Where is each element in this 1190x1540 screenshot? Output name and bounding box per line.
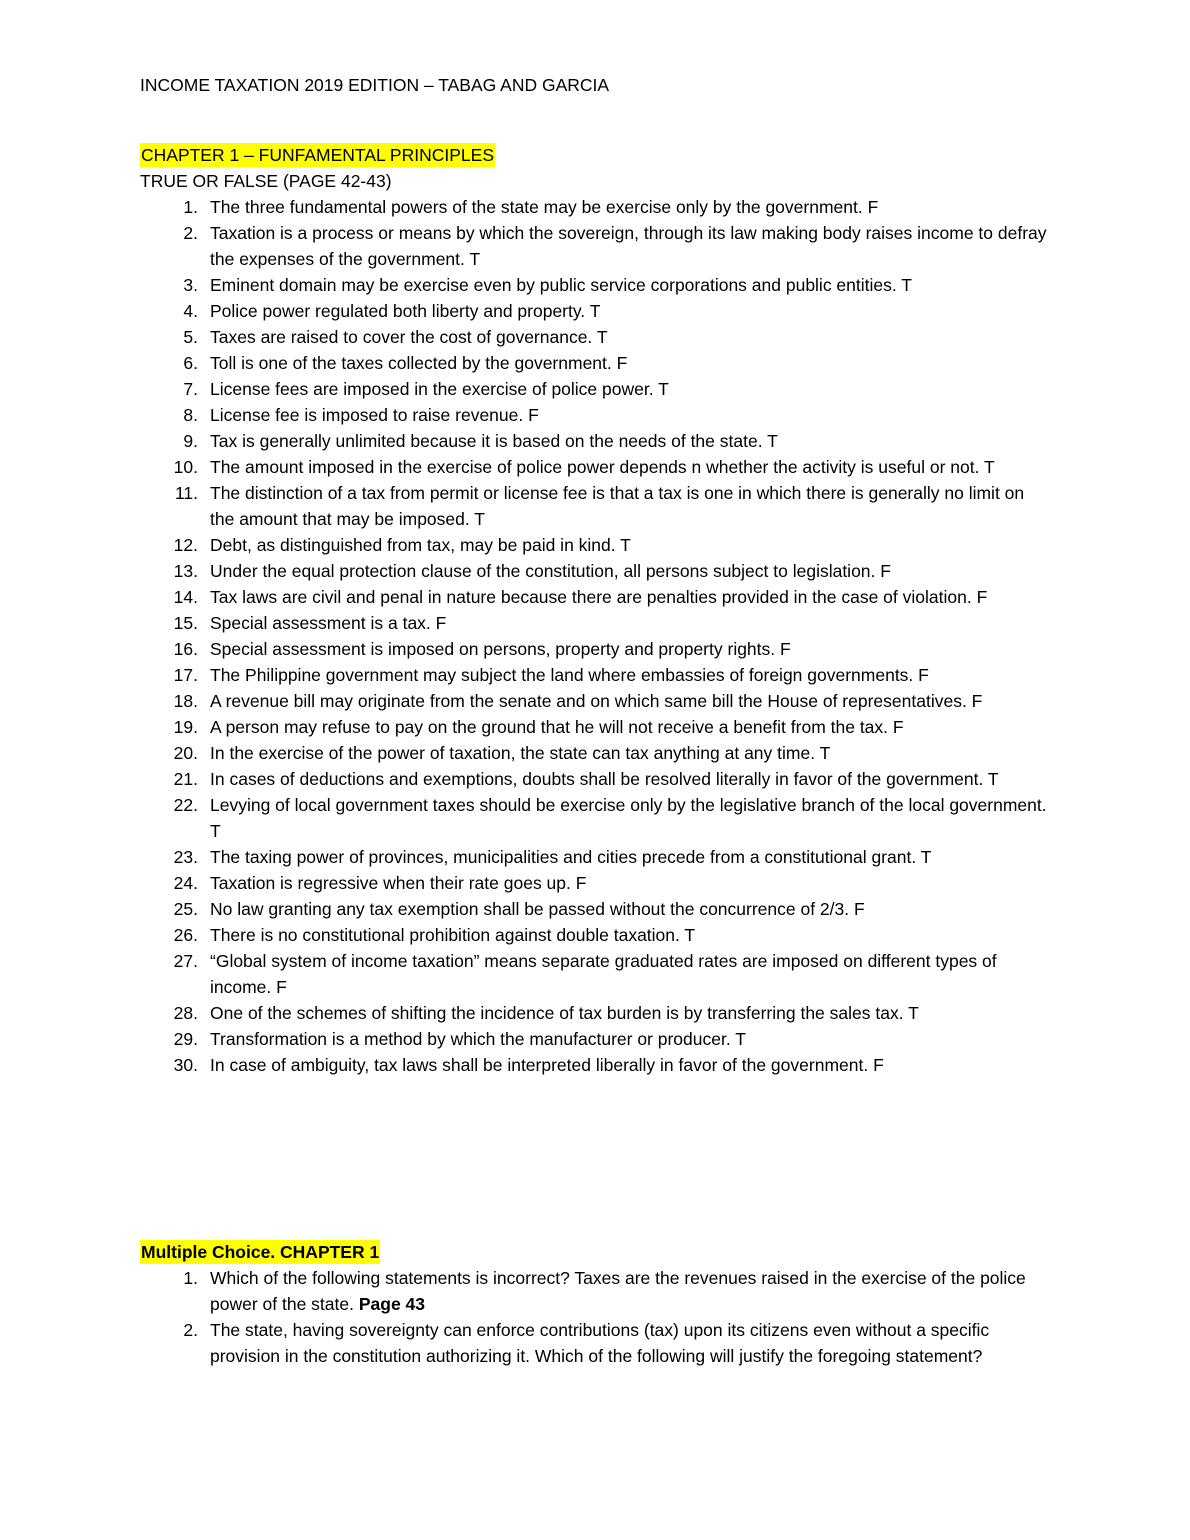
list-item xyxy=(140,194,1050,220)
list-item xyxy=(140,480,1050,532)
item-number: 5. xyxy=(183,327,198,347)
item-number: 4. xyxy=(183,301,198,321)
item-text: Eminent domain may be exercise even by public service corporations and public entities. T xyxy=(210,275,912,295)
item-text: License fees are imposed in the exercise of police power. T xyxy=(210,379,669,399)
item-text: Taxes are raised to cover the cost of governance. T xyxy=(210,327,608,347)
item-text: Tax is generally unlimited because it is based on the needs of the state. T xyxy=(210,431,778,451)
item-text: Toll is one of the taxes collected by the government. F xyxy=(210,353,628,373)
item-number: 11. xyxy=(174,483,198,503)
item-number: 30. xyxy=(173,1055,198,1075)
item-text: In cases of deductions and exemptions, doubts shall be resolved literally in favor of the government. T xyxy=(210,769,999,789)
list-item xyxy=(140,1052,1050,1078)
multiple-choice-heading: Multiple Choice. CHAPTER 1 xyxy=(141,1242,380,1262)
multiple-choice-list xyxy=(140,1265,1050,1369)
item-number: 1. xyxy=(183,1268,198,1288)
item-number: 6. xyxy=(183,353,198,373)
item-number: 2. xyxy=(183,1320,198,1340)
item-number: 20. xyxy=(173,743,198,763)
list-item xyxy=(140,844,1050,870)
list-item xyxy=(140,272,1050,298)
item-number: 13. xyxy=(173,561,198,581)
item-number: 16. xyxy=(173,639,198,659)
item-text: Police power regulated both liberty and property. T xyxy=(210,301,601,321)
item-text: Transformation is a method by which the manufacturer or producer. T xyxy=(210,1029,746,1049)
true-false-subheading: TRUE OR FALSE (PAGE 42-43) xyxy=(140,171,392,191)
item-number: 12. xyxy=(173,535,198,555)
item-number: 21. xyxy=(173,769,198,789)
true-false-list xyxy=(140,194,1050,1078)
item-number: 9. xyxy=(183,431,198,451)
item-text: The taxing power of provinces, municipalities and cities precede from a constitutional grant. T xyxy=(210,847,932,867)
item-text: The amount imposed in the exercise of police power depends n whether the activity is useful or not. T xyxy=(210,457,995,477)
list-item xyxy=(140,1317,1050,1369)
list-item xyxy=(140,792,1050,844)
item-text: Taxation is a process or means by which the sovereign, through its law making body raises income to defray the expenses of the government. T xyxy=(210,223,1047,269)
list-item xyxy=(140,220,1050,272)
item-number: 2. xyxy=(183,223,198,243)
item-number: 17. xyxy=(173,665,198,685)
item-text: The Philippine government may subject the land where embassies of foreign governments. F xyxy=(210,665,929,685)
item-text: Under the equal protection clause of the constitution, all persons subject to legislation. F xyxy=(210,561,891,581)
item-number: 7. xyxy=(183,379,198,399)
list-item xyxy=(140,922,1050,948)
list-item xyxy=(140,324,1050,350)
item-number: 22. xyxy=(173,795,198,815)
item-text: Special assessment is imposed on persons, property and property rights. F xyxy=(210,639,791,659)
item-text: No law granting any tax exemption shall be passed without the concurrence of 2/3. F xyxy=(210,899,865,919)
item-text: There is no constitutional prohibition against double taxation. T xyxy=(210,925,696,945)
item-text: “Global system of income taxation” means separate graduated rates are imposed on different types of income. F xyxy=(210,951,997,997)
list-item xyxy=(140,454,1050,480)
item-text: The state, having sovereignty can enforce contributions (tax) upon its citizens even without a specific provision in the constitution authorizing it. Which of the following will justify the foregoing statement? xyxy=(210,1320,990,1366)
item-text: License fee is imposed to raise revenue. F xyxy=(210,405,539,425)
item-text: Tax laws are civil and penal in nature because there are penalties provided in the case of violation. F xyxy=(210,587,988,607)
list-item xyxy=(140,350,1050,376)
list-item xyxy=(140,376,1050,402)
item-number: 26. xyxy=(173,925,198,945)
list-item xyxy=(140,1265,1050,1317)
item-number: 29. xyxy=(173,1029,198,1049)
list-item xyxy=(140,298,1050,324)
item-text: Debt, as distinguished from tax, may be paid in kind. T xyxy=(210,535,631,555)
multiple-choice-section xyxy=(140,1239,1050,1369)
true-false-section xyxy=(140,142,1050,1078)
list-item xyxy=(140,662,1050,688)
item-number: 24. xyxy=(173,873,198,893)
item-text: In case of ambiguity, tax laws shall be interpreted liberally in favor of the government. F xyxy=(210,1055,884,1075)
list-item xyxy=(140,1000,1050,1026)
list-item xyxy=(140,740,1050,766)
item-text: Which of the following statements is incorrect? Taxes are the revenues raised in the exercise of the police power of the state. xyxy=(210,1268,1026,1314)
item-text: Special assessment is a tax. F xyxy=(210,613,447,633)
item-text: One of the schemes of shifting the incidence of tax burden is by transferring the sales tax. T xyxy=(210,1003,919,1023)
list-item xyxy=(140,610,1050,636)
item-text: Levying of local government taxes should be exercise only by the legislative branch of the local government. T xyxy=(210,795,1047,841)
list-item xyxy=(140,1026,1050,1052)
document-header: INCOME TAXATION 2019 EDITION – TABAG AND GARCIA xyxy=(140,75,610,95)
item-number: 10. xyxy=(173,457,198,477)
item-number: 19. xyxy=(173,717,198,737)
list-item xyxy=(140,896,1050,922)
list-item xyxy=(140,714,1050,740)
item-number: 27. xyxy=(173,951,198,971)
list-item xyxy=(140,688,1050,714)
item-number: 1. xyxy=(183,197,198,217)
item-number: 18. xyxy=(173,691,198,711)
item-number: 25. xyxy=(173,899,198,919)
list-item xyxy=(140,948,1050,1000)
item-text: Taxation is regressive when their rate goes up. F xyxy=(210,873,587,893)
chapter-heading: CHAPTER 1 – FUNFAMENTAL PRINCIPLES xyxy=(141,145,494,165)
item-text: A revenue bill may originate from the senate and on which same bill the House of representatives. F xyxy=(210,691,983,711)
item-number: 28. xyxy=(173,1003,198,1023)
item-number: 8. xyxy=(183,405,198,425)
list-item xyxy=(140,584,1050,610)
item-number: 23. xyxy=(173,847,198,867)
item-text: In the exercise of the power of taxation, the state can tax anything at any time. T xyxy=(210,743,831,763)
item-text: The three fundamental powers of the state may be exercise only by the government. F xyxy=(210,197,879,217)
item-number: 14. xyxy=(173,587,198,607)
list-item xyxy=(140,766,1050,792)
item-text: The distinction of a tax from permit or license fee is that a tax is one in which there is generally no limit on the amount that may be imposed. T xyxy=(210,483,1025,529)
list-item xyxy=(140,402,1050,428)
list-item xyxy=(140,532,1050,558)
item-number: 15. xyxy=(173,613,198,633)
list-item xyxy=(140,870,1050,896)
item-text: A person may refuse to pay on the ground that he will not receive a benefit from the tax. F xyxy=(210,717,904,737)
list-item xyxy=(140,636,1050,662)
list-item xyxy=(140,558,1050,584)
list-item xyxy=(140,428,1050,454)
page-reference: Page 43 xyxy=(358,1294,425,1314)
item-number: 3. xyxy=(183,275,198,295)
